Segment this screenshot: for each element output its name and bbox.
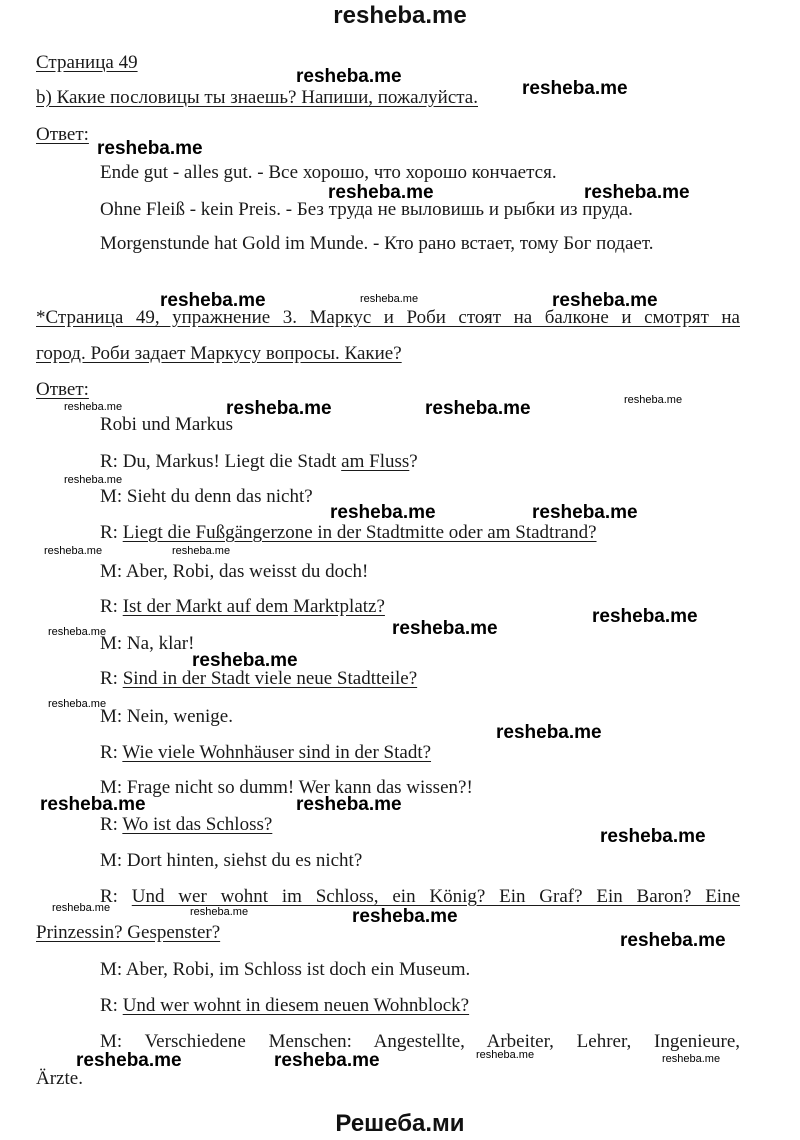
proverb-line: Ohne Fleiß - kein Preis. - Без труда не выловишь и рыбки из пруда. xyxy=(100,199,633,220)
dialog-line: R: Sind in der Stadt viele neue Stadtteile? xyxy=(100,668,418,689)
watermark: resheba.me xyxy=(584,182,690,203)
dialog-line: R: Wie viele Wohnhäuser sind in der Stadt? xyxy=(100,742,432,763)
watermark: resheba.me xyxy=(296,794,402,815)
watermark-small: resheba.me xyxy=(52,902,111,914)
dialog-line: M: Na, klar! xyxy=(100,633,195,654)
dialog-line: M: Aber, Robi, das weisst du doch! xyxy=(100,561,369,582)
dialog-line: M: Verschiedene Menschen: Angestellte, Arbeiter, Lehrer, Ingenieure, xyxy=(100,1031,740,1052)
proverb-line: Morgenstunde hat Gold im Munde. - Кто рано встает, тому Бог подает. xyxy=(100,233,654,254)
answer-label: Ответ: xyxy=(36,379,89,400)
dialog-line: R: Du, Markus! Liegt die Stadt am Fluss? xyxy=(100,451,418,472)
page-heading: Страница 49 xyxy=(36,52,138,73)
watermark: resheba.me xyxy=(76,1050,182,1071)
dialog-line: M: Aber, Robi, im Schloss ist doch ein Museum. xyxy=(100,959,471,980)
task-prompt: b) Какие пословицы ты знаешь? Напиши, пожалуйста. xyxy=(36,87,478,108)
dialog-line-continued: Prinzessin? Gespenster? xyxy=(36,922,221,943)
watermark: resheba.me xyxy=(97,138,203,159)
watermark: resheba.me xyxy=(600,826,706,847)
watermark-small: resheba.me xyxy=(48,626,107,638)
watermark-small: resheba.me xyxy=(476,1049,535,1061)
dialog-line: R: Und wer wohnt im Schloss, ein König? Ein Graf? Ein Baron? Eine xyxy=(100,886,741,907)
watermark: resheba.me xyxy=(40,794,146,815)
watermark-small: resheba.me xyxy=(662,1053,721,1065)
watermark-small: resheba.me xyxy=(44,545,103,557)
watermark: resheba.me xyxy=(192,650,298,671)
watermark-small: resheba.me xyxy=(360,293,419,305)
dialog-title: Robi und Markus xyxy=(100,414,233,435)
watermark: resheba.me xyxy=(392,618,498,639)
watermark: resheba.me xyxy=(328,182,434,203)
dialog-line-continued: Ärzte. xyxy=(36,1068,83,1089)
watermark: resheba.me xyxy=(296,66,402,87)
site-header[interactable]: resheba.me xyxy=(333,2,467,29)
exercise-prompt-line1: *Страница 49, упражнение 3. Маркус и Роби стоят на балконе и смотрят на xyxy=(36,307,740,328)
watermark: resheba.me xyxy=(274,1050,380,1071)
watermark-small: resheba.me xyxy=(172,545,231,557)
dialog-line: M: Frage nicht so dumm! Wer kann das wissen?! xyxy=(100,777,473,798)
footer-brand[interactable]: Решеба.ми xyxy=(335,1110,465,1137)
dialog-line: R: Ist der Markt auf dem Marktplatz? xyxy=(100,596,385,617)
watermark: resheba.me xyxy=(496,722,602,743)
proverb-line: Ende gut - alles gut. - Все хорошо, что хорошо кончается. xyxy=(100,162,557,183)
dialog-line: R: Liegt die Fußgängerzone in der Stadtmitte oder am Stadtrand? xyxy=(100,522,597,543)
watermark: resheba.me xyxy=(522,78,628,99)
watermark-small: resheba.me xyxy=(624,394,683,406)
exercise-prompt-line2: город. Роби задает Маркусу вопросы. Какие? xyxy=(36,343,402,364)
dialog-line: R: Und wer wohnt in diesem neuen Wohnblock? xyxy=(100,995,470,1016)
watermark-small: resheba.me xyxy=(64,401,123,413)
watermark: resheba.me xyxy=(160,290,266,311)
watermark: resheba.me xyxy=(552,290,658,311)
dialog-line: M: Dort hinten, siehst du es nicht? xyxy=(100,850,363,871)
watermark: resheba.me xyxy=(425,398,531,419)
watermark: resheba.me xyxy=(330,502,436,523)
watermark: resheba.me xyxy=(532,502,638,523)
watermark: resheba.me xyxy=(352,906,458,927)
watermark-small: resheba.me xyxy=(190,906,249,918)
answer-label: Ответ: xyxy=(36,124,89,145)
watermark: resheba.me xyxy=(620,930,726,951)
watermark-small: resheba.me xyxy=(48,698,107,710)
dialog-line: R: Wo ist das Schloss? xyxy=(100,814,273,835)
dialog-line: M: Nein, wenige. xyxy=(100,706,233,727)
watermark-small: resheba.me xyxy=(64,474,123,486)
dialog-line: M: Sieht du denn das nicht? xyxy=(100,486,313,507)
watermark: resheba.me xyxy=(592,606,698,627)
watermark: resheba.me xyxy=(226,398,332,419)
